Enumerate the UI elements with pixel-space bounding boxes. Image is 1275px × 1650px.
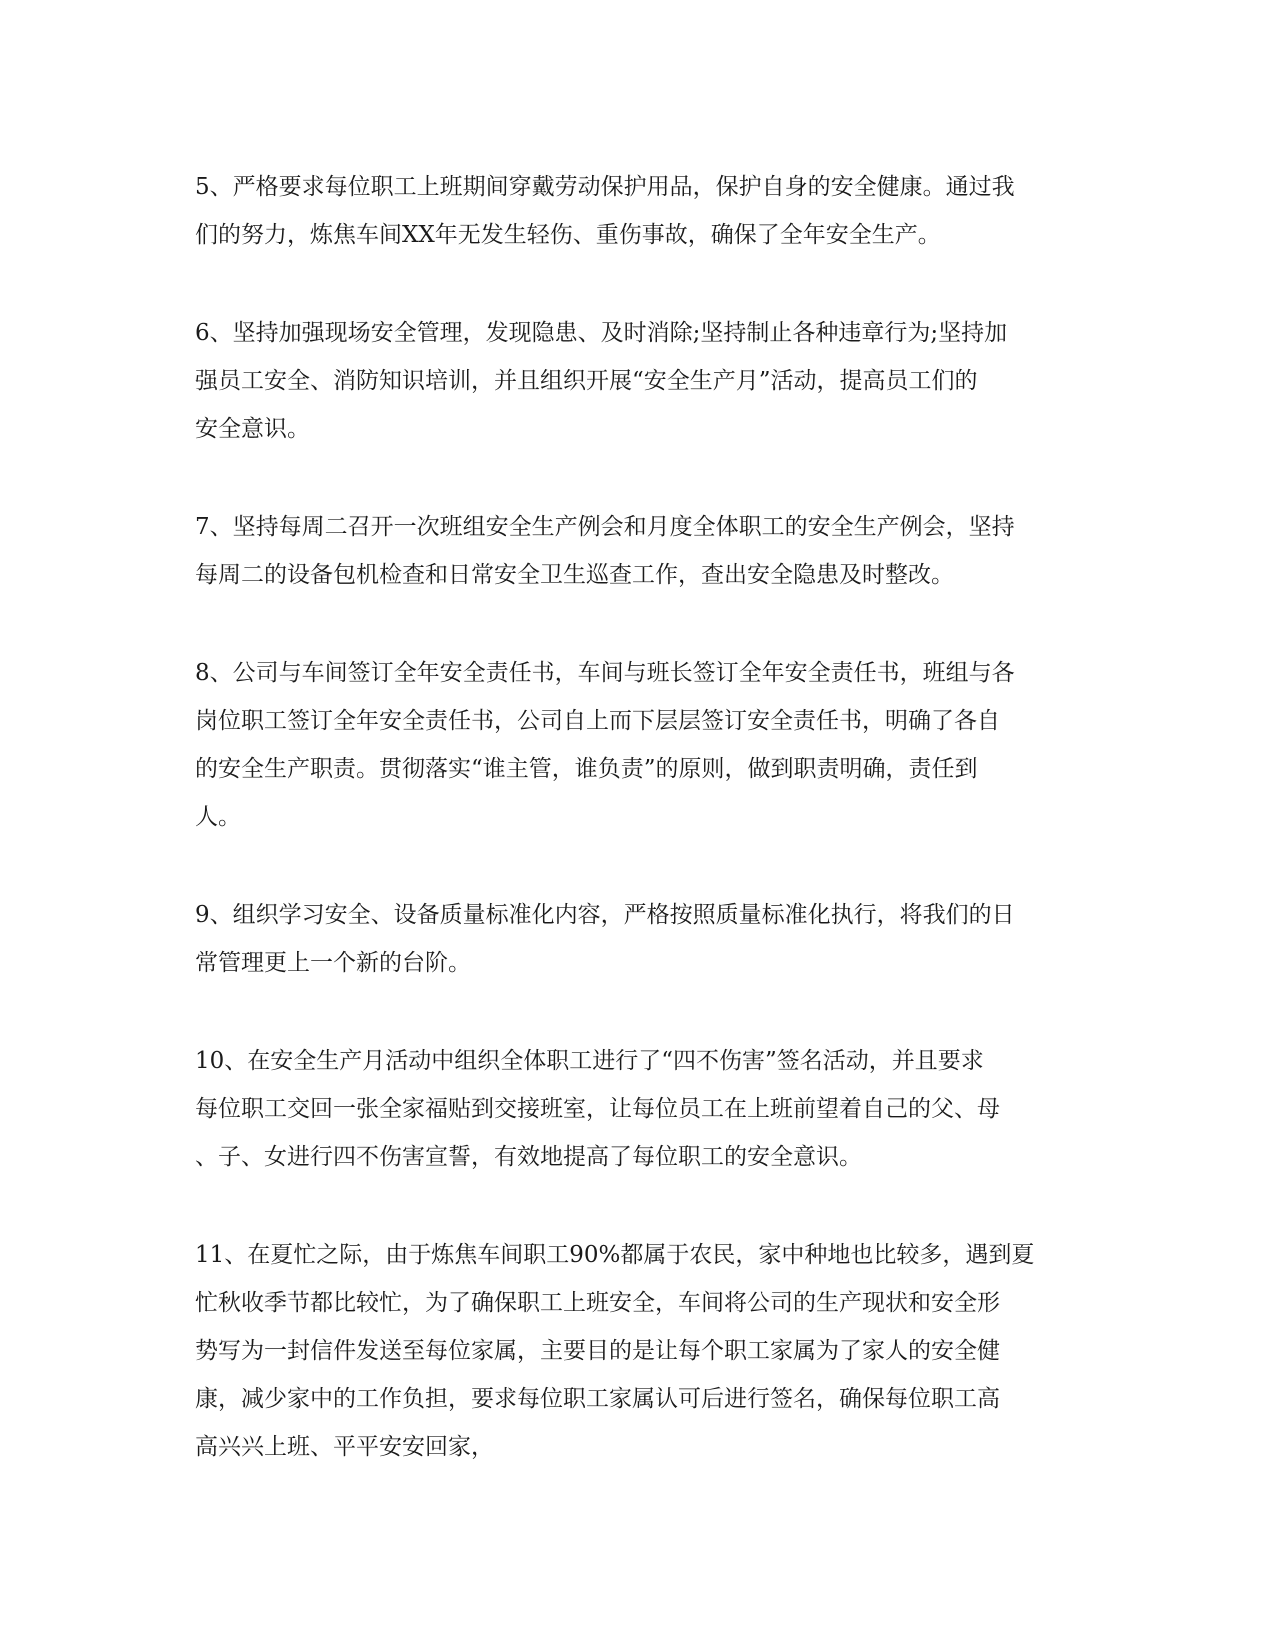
text-line: 、子、女进行四不伤害宣誓，有效地提高了每位职工的安全意识。 [195,1144,862,1170]
text-line: 的安全生产职责。贯彻落实“谁主管，谁负责”的原则，做到职责明确，责任到 [195,756,978,782]
paragraph-item-5 [195,163,1085,259]
text-line: 5、严格要求每位职工上班期间穿戴劳动保护用品，保护自身的安全健康。通过我 [195,174,1015,200]
paragraph-item-10 [195,1037,1085,1181]
text-line: 7、坚持每周二召开一次班组安全生产例会和月度全体职工的安全生产例会，坚持 [195,514,1015,540]
text-line: 岗位职工签订全年安全责任书，公司自上而下层层签订安全责任书，明确了各自 [195,708,1000,734]
text-line: 忙秋收季节都比较忙，为了确保职工上班安全，车间将公司的生产现状和安全形 [195,1290,1000,1316]
text-line: 每位职工交回一张全家福贴到交接班室，让每位员工在上班前望着自己的父、母 [195,1096,1000,1122]
paragraph-item-11 [195,1231,1085,1471]
text-line: 势写为一封信件发送至每位家属，主要目的是让每个职工家属为了家人的安全健 [195,1338,1000,1364]
text-line: 11、在夏忙之际，由于炼焦车间职工90%都属于农民，家中种地也比较多，遇到夏 [195,1242,1035,1268]
paragraph-item-7 [195,503,1085,599]
text-line: 安全意识。 [195,416,310,442]
text-line: 们的努力，炼焦车间XX年无发生轻伤、重伤事故，确保了全年安全生产。 [195,222,941,248]
text-line: 高兴兴上班、平平安安回家， [195,1434,494,1460]
text-line: 每周二的设备包机检查和日常安全卫生巡查工作，查出安全隐患及时整改。 [195,562,954,588]
text-line: 9、组织学习安全、设备质量标准化内容，严格按照质量标准化执行，将我们的日 [195,902,1015,928]
paragraph-item-6 [195,309,1085,453]
text-line: 人。 [195,804,241,830]
paragraph-item-8 [195,649,1085,841]
text-line: 8、公司与车间签订全年安全责任书，车间与班长签订全年安全责任书，班组与各 [195,660,1015,686]
paragraph-item-9 [195,891,1085,987]
text-line: 康，减少家中的工作负担，要求每位职工家属认可后进行签名，确保每位职工高 [195,1386,1000,1412]
text-line: 强员工安全、消防知识培训，并且组织开展“安全生产月”活动，提高员工们的 [195,368,978,394]
text-line: 常管理更上一个新的台阶。 [195,950,471,976]
document-body [195,163,1085,1521]
text-line: 10、在安全生产月活动中组织全体职工进行了“四不伤害”签名活动，并且要求 [195,1048,984,1074]
text-line: 6、坚持加强现场安全管理，发现隐患、及时消除;坚持制止各种违章行为;坚持加 [195,320,1008,346]
